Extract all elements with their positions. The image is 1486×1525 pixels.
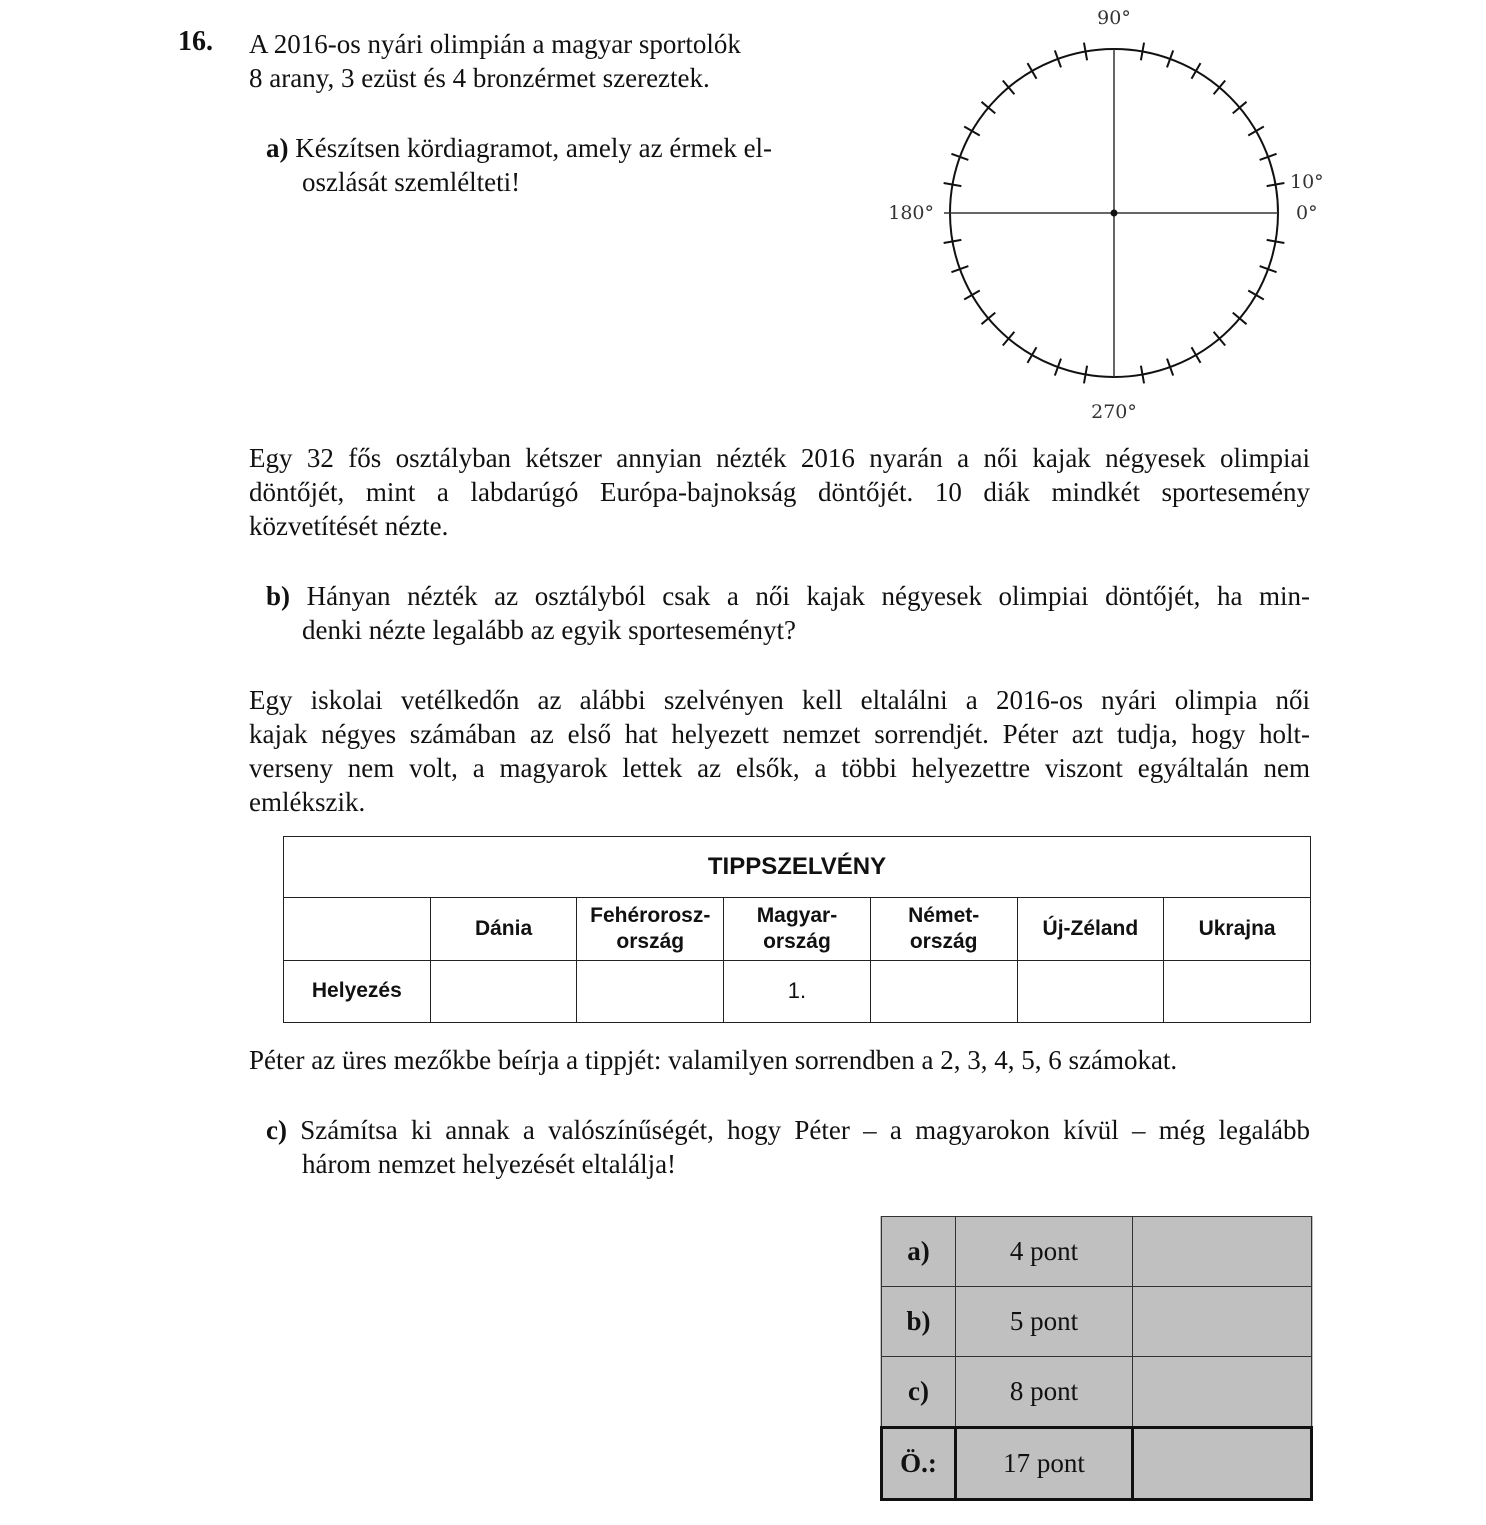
score-earned-total[interactable] <box>1133 1428 1312 1500</box>
label-270: 270° <box>1091 401 1137 423</box>
para3-line-4: emlékszik. <box>249 787 366 817</box>
para3-line-2: kajak négyes számában az első hat helyezett nemzet sorrendjét. Péter azt tudja, hogy holt- <box>249 719 1310 749</box>
tipp-cell-uj-zeland[interactable] <box>1017 960 1164 1022</box>
tick-mark <box>964 127 980 136</box>
tipp-table-title: TIPPSZELVÉNY <box>284 837 1311 898</box>
tick-mark <box>1248 127 1264 136</box>
score-label-total: Ö.: <box>882 1428 956 1500</box>
tipp-header-uj-zeland: Új-Zéland <box>1017 898 1164 960</box>
part-a-label: a) <box>266 133 289 163</box>
paragraph-quiz <box>249 683 1310 819</box>
tipp-cell-feherororszag[interactable] <box>577 960 724 1022</box>
tipp-cell-magyarorszag: 1. <box>724 960 871 1022</box>
tipp-header-ukrajna: Ukrajna <box>1164 898 1311 960</box>
paragraph-class-viewers <box>249 441 1310 543</box>
label-180: 180° <box>888 202 934 224</box>
tick-mark <box>1028 63 1037 79</box>
score-earned-a[interactable] <box>1133 1217 1312 1287</box>
para3-line-1: Egy iskolai vetélkedőn az alábbi szelvényen kell eltalálni a 2016-os nyári olimpia női <box>249 685 1310 715</box>
tipp-header-dania: Dánia <box>430 898 577 960</box>
tick-mark <box>1192 347 1201 363</box>
intro-line-2: 8 arany, 3 ezüst és 4 bronzérmet szereztek. <box>249 63 710 93</box>
tipp-header-magyarorszag: Magyar- ország <box>724 898 871 960</box>
score-points-b: 5 pont <box>956 1287 1133 1357</box>
label-0: 0° <box>1296 202 1318 224</box>
part-c-line-1: Számítsa ki annak a valószínűségét, hogy Péter – a magyarokon kívül – még legalább <box>300 1115 1310 1145</box>
label-10: 10° <box>1290 171 1324 193</box>
part-c <box>266 1113 1310 1181</box>
tick-mark <box>1248 291 1264 300</box>
intro-line-1: A 2016-os nyári olimpián a magyar sportolók <box>249 29 741 59</box>
para2-line-1: Egy 32 fős osztályban kétszer annyian nézték 2016 nyarán a női kajak négyesek olimpiai <box>249 443 1310 473</box>
part-b <box>266 579 1310 647</box>
tick-mark <box>964 291 980 300</box>
part-c-line-2: három nemzet helyezését eltalálja! <box>302 1149 677 1179</box>
tick-mark <box>1192 63 1201 79</box>
part-b-line-1: Hányan nézték az osztályból csak a női kajak négyesek olimpiai döntőjét, ha min- <box>306 581 1310 611</box>
center-dot <box>1111 210 1118 217</box>
tipp-cell-ukrajna[interactable] <box>1164 960 1311 1022</box>
problem-number: 16. <box>178 26 213 57</box>
score-label-c: c) <box>882 1357 956 1428</box>
part-c-label: c) <box>266 1115 287 1145</box>
tipp-cell-dania[interactable] <box>430 960 577 1022</box>
tick-mark <box>1028 347 1037 363</box>
part-b-label: b) <box>266 581 291 611</box>
score-earned-b[interactable] <box>1133 1287 1312 1357</box>
problem-intro <box>249 27 849 95</box>
score-points-c: 8 pont <box>956 1357 1133 1428</box>
para2-line-3: közvetítését nézte. <box>249 511 449 541</box>
tipp-header-feherororszag: Fehérorosz- ország <box>577 898 724 960</box>
tipp-header-nemetorszag: Német- ország <box>870 898 1017 960</box>
score-points-total: 17 pont <box>956 1428 1133 1500</box>
paragraph-guess: Péter az üres mezőkbe beírja a tippjét: valamilyen sorrendben a 2, 3, 4, 5, 6 számokat. <box>249 1045 1178 1075</box>
part-a-line-2: oszlását szemlélteti! <box>302 167 521 197</box>
label-90: 90° <box>1097 7 1131 29</box>
score-table <box>880 1216 1313 1501</box>
tipp-table <box>283 836 1311 1023</box>
score-label-a: a) <box>882 1217 956 1287</box>
score-label-b: b) <box>882 1287 956 1357</box>
tipp-row-label: Helyezés <box>284 960 431 1022</box>
tipp-header-empty <box>284 898 431 960</box>
part-b-line-2: denki nézte legalább az egyik sporteseményt? <box>302 615 797 645</box>
tipp-cell-nemetorszag[interactable] <box>870 960 1017 1022</box>
score-points-a: 4 pont <box>956 1217 1133 1287</box>
pie-chart-template <box>870 0 1330 440</box>
para3-line-3: verseny nem volt, a magyarok lettek az elsők, a többi helyezettre viszont egyáltalán nem <box>249 753 1310 783</box>
part-a <box>266 131 836 199</box>
para2-line-2: döntőjét, mint a labdarúgó Európa-bajnokság döntőjét. 10 diák mindkét sportesemény <box>249 477 1310 507</box>
score-earned-c[interactable] <box>1133 1357 1312 1428</box>
part-a-line-1: Készítsen kördiagramot, amely az érmek el- <box>295 133 773 163</box>
